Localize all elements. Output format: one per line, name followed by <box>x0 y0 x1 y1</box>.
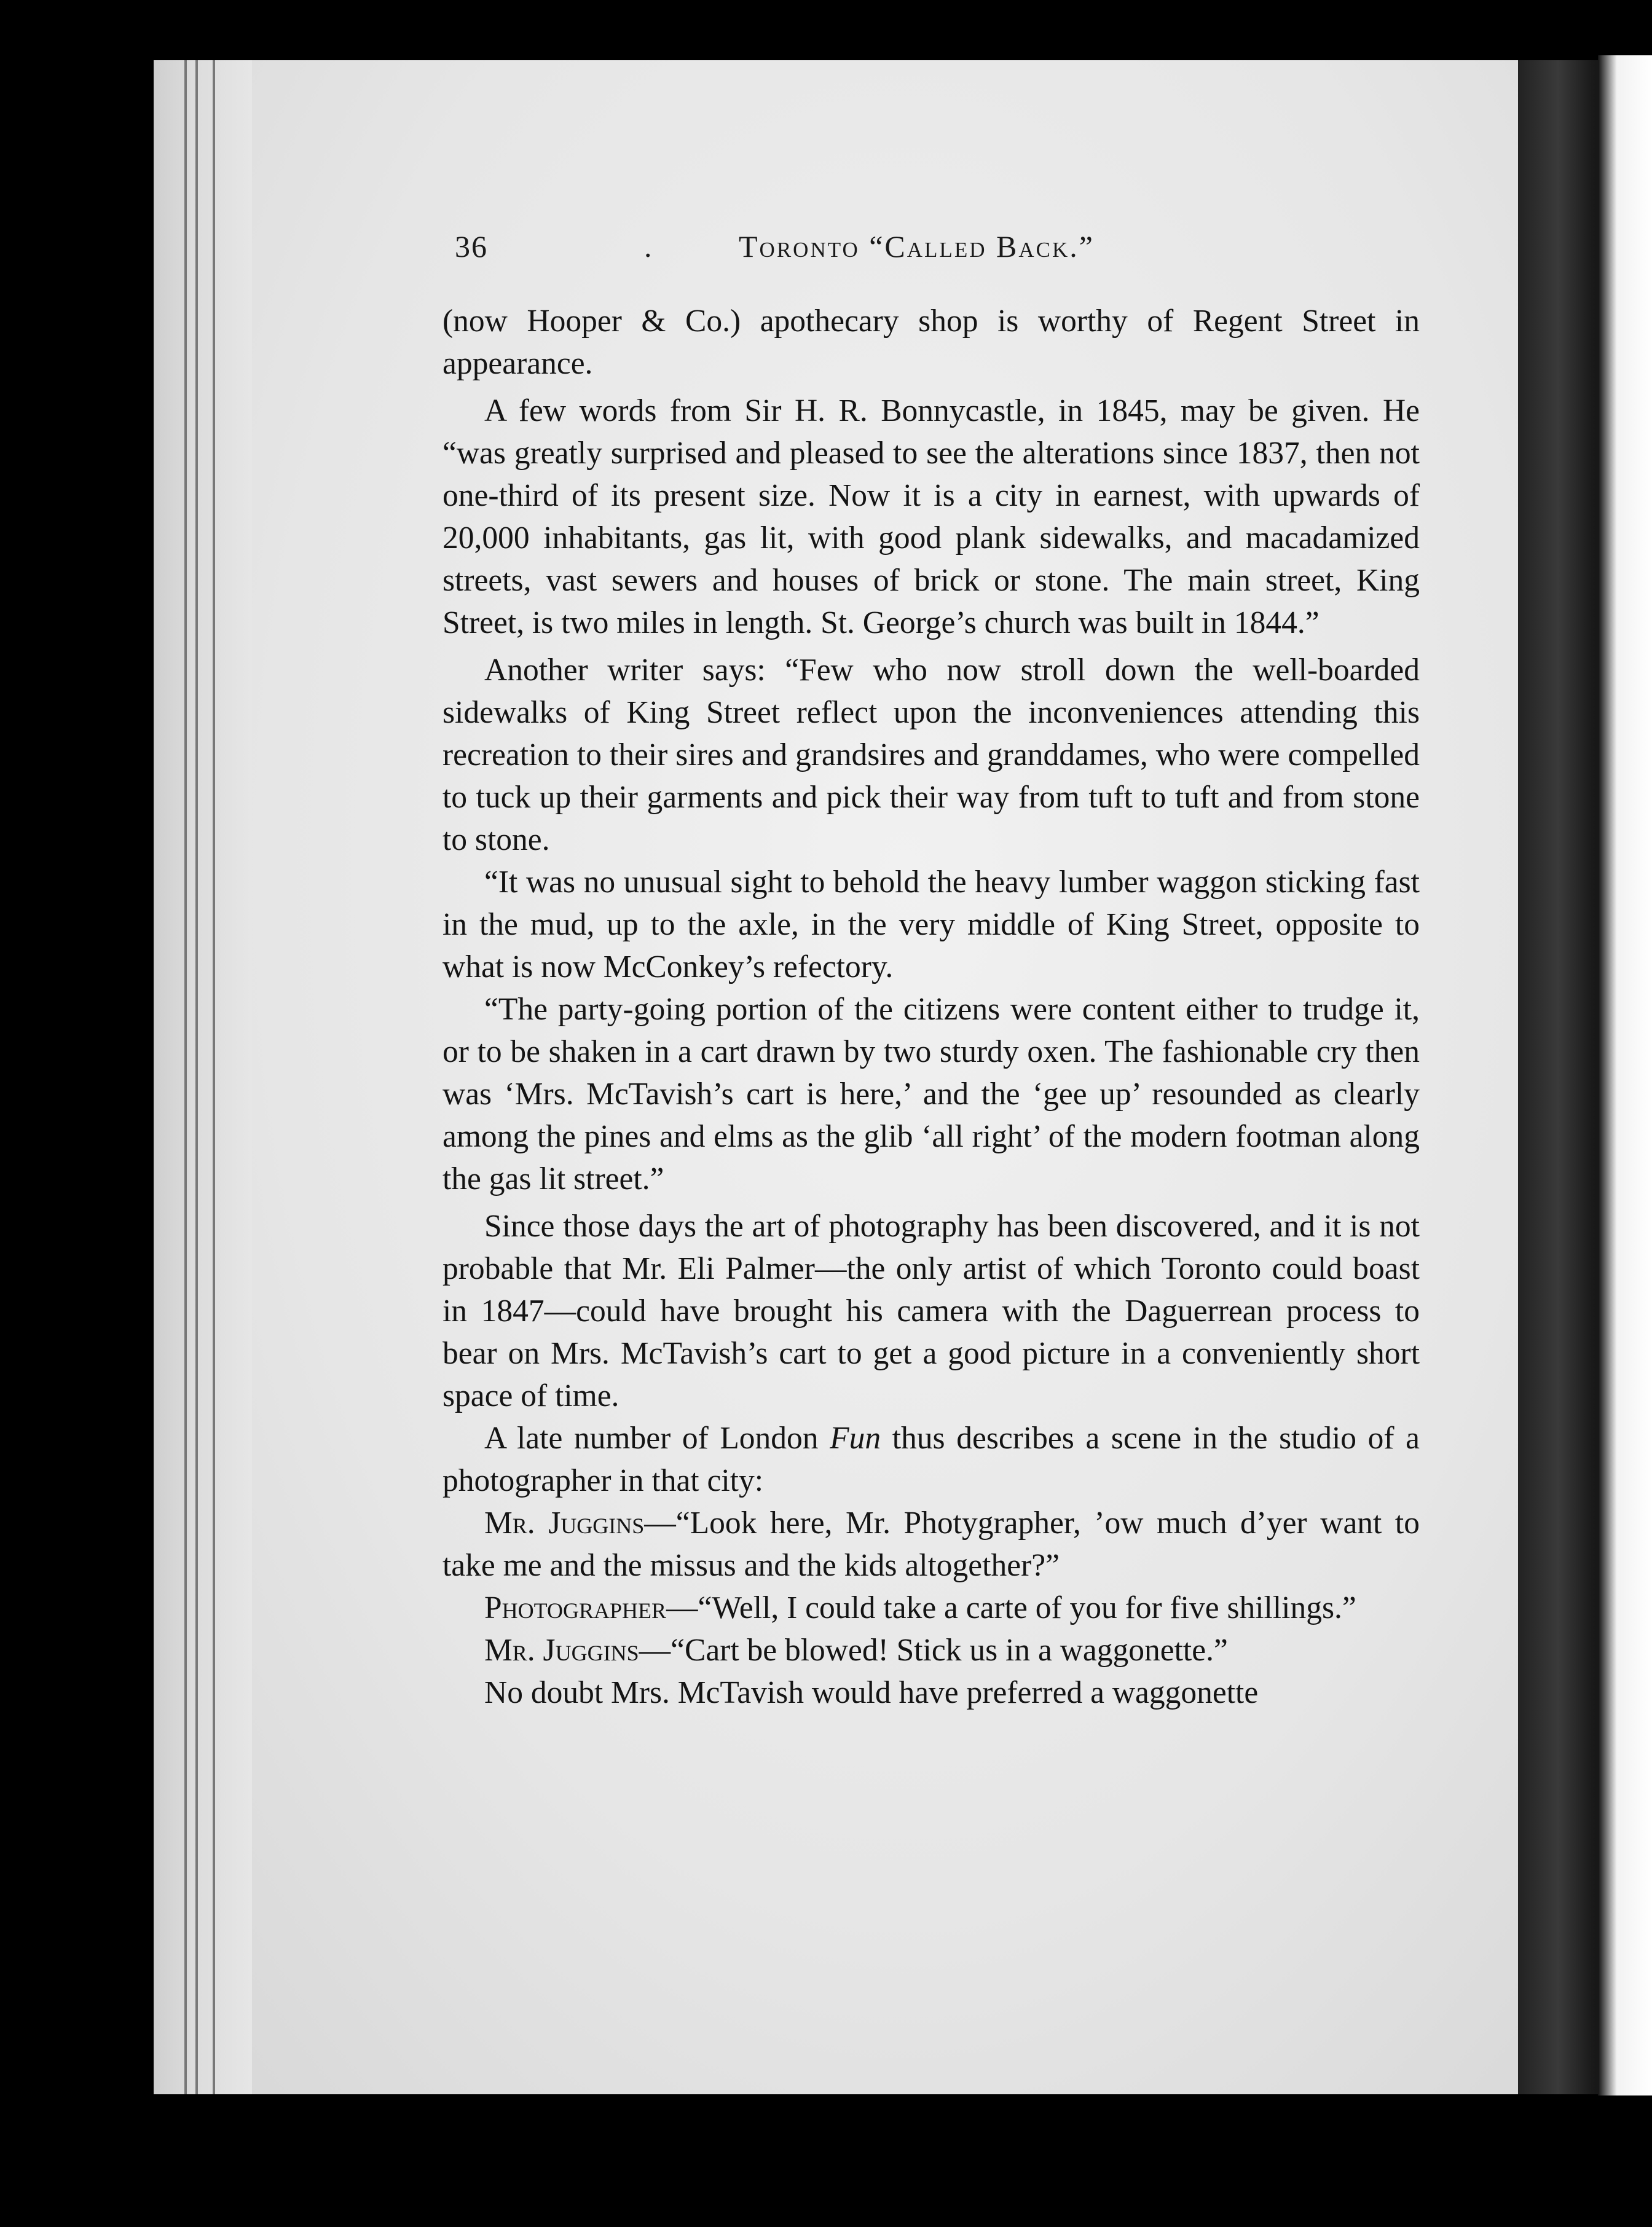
body-text <box>442 300 1420 1714</box>
paragraph: “The party-going portion of the citizens were content either to trudge it, or to be shaken in a cart drawn by two sturdy oxen. The fashionable cry then was ‘Mrs. McTavish’s cart is here,’ and the ‘gee up’ resounded as clearly among the pines and elms as the glib ‘all right’ of the modern footman along the gas lit street.” <box>442 992 1420 1196</box>
page-gutter <box>154 60 252 2094</box>
dialogue-text: —“Look here, Mr. Photygrapher, ’ow much d’yer want to take me and the missus and the kids altogether?” <box>442 1506 1420 1583</box>
page-number: 36 <box>455 229 488 264</box>
dialogue-line <box>442 1502 1420 1587</box>
paragraph: Another writer says: “Few who now stroll down the well-boarded sidewalks of King Street reflect upon the inconveniences attending this recreation to their sires and grandsires and granddames, who were compelled to tuck up their garments and pick their way from tuft to tuft and from stone to stone. <box>442 653 1420 857</box>
dialogue-text: —“Well, I could take a carte of you for five shillings.” <box>666 1590 1356 1625</box>
header-dot: . <box>644 229 652 264</box>
paragraph: Since those days the art of photography has been discovered, and it is not probable that Mr. Eli Palmer—the only artist of which Toronto could boast in 1847—could have brought his camera with the Daguerrean process to bear on Mrs. McTavish’s cart to get a good picture in a conveniently short space of time. <box>442 1209 1420 1413</box>
paragraph-text: A late number of London <box>484 1421 830 1456</box>
publication-title: Fun <box>830 1421 881 1456</box>
paragraph: A few words from Sir H. R. Bonnycastle, in 1845, may be given. He “was greatly surprised and pleased to see the alterations since 1837, then not one-third of its present size. Now it is a city in earnest, with upwards of 20,000 inhabitants, gas lit, with good plank sidewalks, and macadamized streets, vast sewers and houses of brick or stone. The main street, King Street, is two miles in length. St. George’s church was built in 1844.” <box>442 393 1420 640</box>
paragraph-text: thus describes a scene in the studio of a photographer in that city: <box>442 1421 1420 1498</box>
dialogue-line <box>442 1587 1420 1629</box>
paragraph: “It was no unusual sight to behold the heavy lumber waggon sticking fast in the mud, up to the axle, in the very middle of King Street, opposite to what is now McConkey’s refectory. <box>442 865 1420 984</box>
page-header <box>455 229 1561 272</box>
gutter-line <box>195 60 198 2094</box>
next-page-edge <box>1598 55 1652 2095</box>
paragraph <box>442 1417 1420 1502</box>
running-title: Toronto “Called Back.” <box>739 229 1095 264</box>
speaker-name: Mr. Juggins <box>484 1506 645 1541</box>
speaker-name: Mr. Juggins <box>484 1633 639 1668</box>
paragraph: No doubt Mrs. McTavish would have preferred a waggonette <box>484 1675 1259 1710</box>
paragraph: (now Hooper & Co.) apothecary shop is worthy of Regent Street in appearance. <box>442 304 1420 381</box>
dialogue-text: —“Cart be blowed! Stick us in a waggonette.” <box>639 1633 1228 1668</box>
speaker-name: Photographer <box>484 1590 667 1625</box>
gutter-line <box>213 60 215 2094</box>
gutter-line <box>184 60 187 2094</box>
dialogue-line <box>442 1629 1420 1671</box>
